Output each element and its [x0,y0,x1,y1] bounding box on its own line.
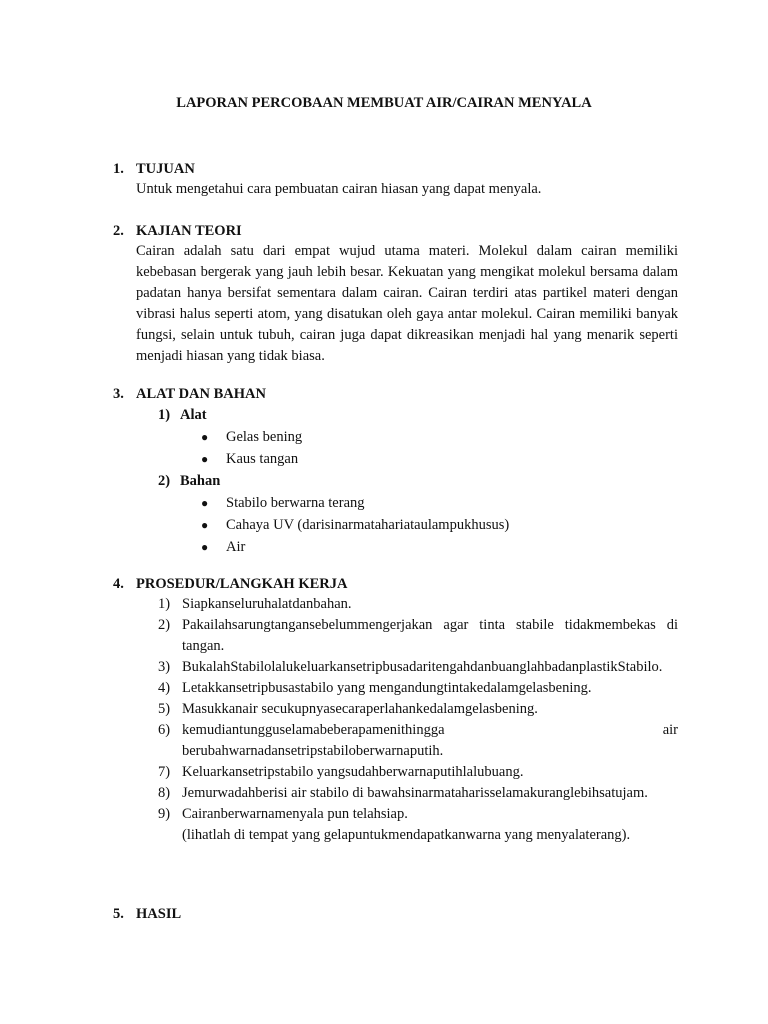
step-text: Keluarkansetripstabilo yangsudahberwarnaputihlalubuang. [182,764,524,780]
section-heading [113,159,678,179]
procedure-step [158,615,678,657]
step-text: Pakailahsarungtangansebelummengerjakan agar tinta stabile tidakmembekas di tangan. [182,617,678,654]
section-prosedur [113,574,678,846]
section-heading [113,574,678,594]
section-number: 5. [113,906,124,922]
bullet-icon: ● [201,518,209,532]
document-title: LAPORAN PERCOBAAN MEMBUAT AIR/CAIRAN MENYALA [176,95,592,111]
procedure-step [158,657,678,678]
step-text-line: berubahwarnadansetripstabiloberwarnaputih. [182,743,444,759]
procedure-step [158,762,678,783]
bullet-icon: ● [201,496,209,510]
bullet-icon: ● [201,540,209,554]
tujuan-text: Untuk mengetahui cara pembuatan cairan hiasan yang dapat menyala. [136,181,542,197]
step-number: 2) [158,617,171,633]
section-kajian-teori [113,221,678,367]
section-heading [113,904,678,924]
step-text: Cairanberwarnamenyala pun telahsiap. [182,806,408,822]
step-number: 4) [158,680,171,696]
section-number: 3. [113,386,124,402]
procedure-step [158,594,678,615]
subsection-number: 1) [158,407,171,423]
step-number: 9) [158,806,171,822]
list-item: ● Stabilo berwarna terang [201,492,678,514]
section-hasil [113,904,678,924]
step-number: 7) [158,764,171,780]
subsection-label: Bahan [180,473,221,489]
subsection-bahan [158,470,678,492]
section-heading [113,221,678,241]
bullet-icon: ● [201,430,209,444]
section-number: 2. [113,223,124,239]
procedure-step [158,804,678,825]
section-title: ALAT DAN BAHAN [136,386,266,402]
section-tujuan [113,159,678,200]
section-number: 4. [113,576,124,592]
list-item: ● Air [201,536,678,558]
subsection-label: Alat [180,407,207,423]
procedure-step [158,678,678,699]
step-number: 8) [158,785,171,801]
section-title: KAJIAN TEORI [136,223,242,239]
step-text [182,720,678,762]
list-item: ● Gelas bening [201,426,678,448]
section-heading [113,384,678,404]
kajian-teori-paragraph: Cairan adalah satu dari empat wujud utama materi. Molekul dalam cairan memiliki kebebasan bergerak yang jauh lebih besar. Kekuatan yang mengikat molekul bersama dalam padatan hanya bersifat sementara dalam cairan. Cairan terdiri atas partikel materi dengan vibrasi halus seperti atom, yang disatukan oleh gaya antar molekul. Cairan memiliki banyak fungsi, selain untuk tubuh, cairan juga dapat dikreasikan menjadi hal yang menarik seperti menjadi hiasan yang tidak biasa. [136,243,678,364]
subsection-alat [158,404,678,426]
step-text: Siapkanseluruhalatdanbahan. [182,596,352,612]
step-text-line: kemudiantungguselamabeberapamenithingga air [182,722,678,738]
step-text: BukalahStabilolalukeluarkansetripbusadaritengahdanbuanglahbadanplastikStabilo. [182,659,663,675]
section-title: PROSEDUR/LANGKAH KERJA [136,576,348,592]
step-number: 3) [158,659,171,675]
section-number: 1. [113,161,124,177]
subsection-number: 2) [158,473,171,489]
section-title: HASIL [136,906,182,922]
bullet-icon: ● [201,452,209,466]
procedure-note: (lihatlah di tempat yang gelapuntukmendapatkanwarna yang menyalaterang). [182,827,631,843]
step-number: 5) [158,701,171,717]
step-text: Letakkansetripbusastabilo yang mengandungtintakedalamgelasbening. [182,680,592,696]
procedure-step [158,699,678,720]
step-text: Jemurwadahberisi air stabilo di bawahsinarmataharisselamakuranglebihsatujam. [182,785,648,801]
procedure-step [158,783,678,804]
procedure-step [158,720,678,762]
step-text: Masukkanair secukupnyasecaraperlahankedalamgelasbening. [182,701,538,717]
step-number: 6) [158,722,171,738]
list-item: ● Kaus tangan [201,448,678,470]
list-item: ● Cahaya UV (darisinarmatahariataulampukhusus) [201,514,678,536]
step-number: 1) [158,596,171,612]
section-title: TUJUAN [136,161,195,177]
section-alat-bahan [113,384,678,558]
